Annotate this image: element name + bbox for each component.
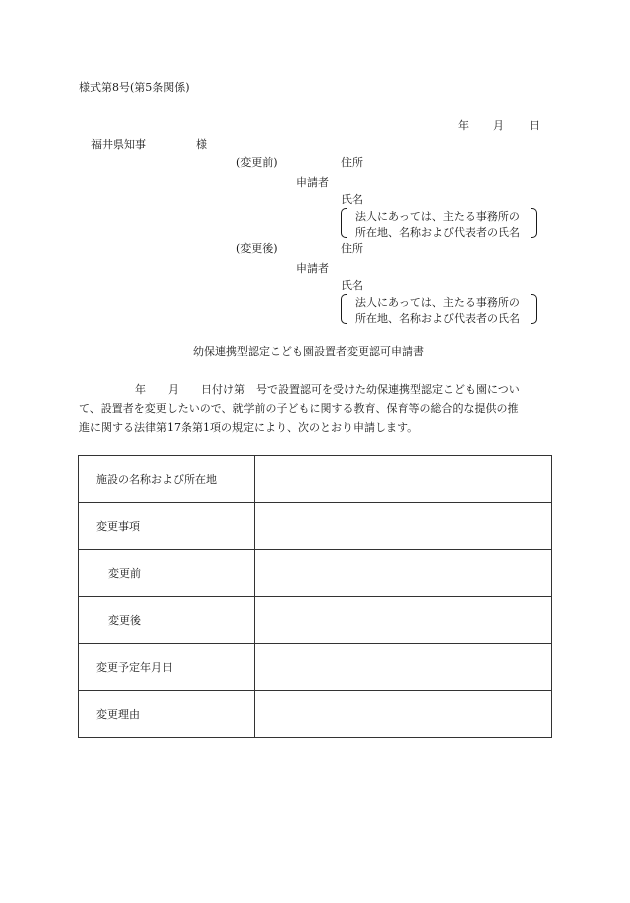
date-day-label: 日: [529, 119, 540, 132]
before-address-label: 住所: [341, 156, 363, 169]
row-value-reason[interactable]: [255, 691, 552, 738]
table-row: [79, 550, 552, 597]
body-line-3: 進に関する法律第17条第1項の規定により、次のとおり申請します。: [79, 421, 419, 434]
row-value-change-item[interactable]: [255, 503, 552, 550]
after-applicant-label: 申請者: [296, 262, 329, 275]
before-change-label: (変更前): [236, 156, 278, 169]
row-label-before: 変更前: [79, 550, 255, 597]
row-label-facility: 施設の名称および所在地: [79, 456, 255, 503]
date-month-label: 月: [493, 119, 504, 132]
date-year-label: 年: [458, 119, 469, 132]
after-note-line2: 所在地、名称および代表者の氏名: [355, 312, 520, 325]
row-label-after: 変更後: [79, 597, 255, 644]
table-row: [79, 503, 552, 550]
bracket-right: [531, 208, 537, 238]
row-value-before[interactable]: [255, 550, 552, 597]
body-line-1: 年 月 日付け第 号で設置認可を受けた幼保連携型認定こども園につい: [135, 383, 520, 396]
addressee-name: 福井県知事: [91, 138, 146, 151]
table-row: [79, 691, 552, 738]
after-note-line1: 法人にあっては、主たる事務所の: [355, 296, 520, 309]
after-corporate-note: [341, 294, 537, 324]
bracket-left: [341, 294, 347, 324]
form-number: 様式第8号(第5条関係): [79, 81, 190, 94]
bracket-left: [341, 208, 347, 238]
addressee-honorific: 様: [196, 138, 207, 151]
table-row: [79, 597, 552, 644]
application-table: [78, 455, 552, 738]
body-line-2: て、設置者を変更したいので、就学前の子どもに関する教育、保育等の総合的な提供の推: [79, 402, 519, 415]
before-name-label: 氏名: [341, 193, 363, 206]
row-label-reason: 変更理由: [79, 691, 255, 738]
row-value-scheduled-date[interactable]: [255, 644, 552, 691]
table-row: [79, 456, 552, 503]
before-note-line1: 法人にあっては、主たる事務所の: [355, 210, 520, 223]
document-title: 幼保連携型認定こども園設置者変更認可申請書: [193, 345, 424, 358]
row-value-facility[interactable]: [255, 456, 552, 503]
after-change-label: (変更後): [236, 242, 278, 255]
row-label-scheduled-date: 変更予定年月日: [79, 644, 255, 691]
table-row: [79, 644, 552, 691]
before-note-line2: 所在地、名称および代表者の氏名: [355, 226, 520, 239]
after-name-label: 氏名: [341, 279, 363, 292]
before-applicant-label: 申請者: [296, 176, 329, 189]
row-value-after[interactable]: [255, 597, 552, 644]
before-corporate-note: [341, 208, 537, 238]
row-label-change-item: 変更事項: [79, 503, 255, 550]
after-address-label: 住所: [341, 242, 363, 255]
bracket-right: [531, 294, 537, 324]
